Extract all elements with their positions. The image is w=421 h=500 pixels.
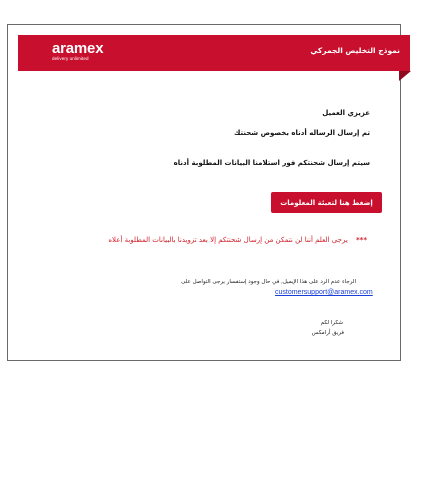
warning-stars: *** <box>356 236 367 244</box>
aramex-logo <box>52 41 103 62</box>
thanks-text: شكرا لكم <box>320 320 343 326</box>
fill-info-button[interactable]: إضغط هنا لتعبئة المعلومات <box>271 192 382 213</box>
warning-notice <box>108 236 367 244</box>
signature-text: فريق أرامكس <box>311 330 344 336</box>
shipment-info-line: سيتم إرسال شحنتكم فور استلامنا البيانات المطلوبة أدناه <box>173 159 370 167</box>
message-sent-line: تم إرسال الرساله أدناه بخصوص شحنتك <box>233 129 370 137</box>
header-bar <box>18 35 410 71</box>
logo-wordmark: aramex <box>52 40 104 57</box>
logo-tagline: delivery unlimited <box>52 56 89 61</box>
warning-text: يرجى العلم أننا لن نتمكن من إرسال شحنتكم إلا بعد تزويدنا بالبيانات المطلوبة أعلاه <box>108 236 348 244</box>
header-title: نموذج التخليص الجمركي <box>310 46 400 55</box>
support-email-link[interactable]: customersupport@aramex.com <box>275 289 373 296</box>
header-fold-decoration <box>399 71 411 81</box>
email-frame <box>7 24 401 361</box>
footer-note: الرجاء عدم الرد على هذا الإيميل, في حال وجود إستفسار يرجى التواصل على <box>181 279 356 285</box>
greeting: عزيزي العميل <box>322 109 370 117</box>
